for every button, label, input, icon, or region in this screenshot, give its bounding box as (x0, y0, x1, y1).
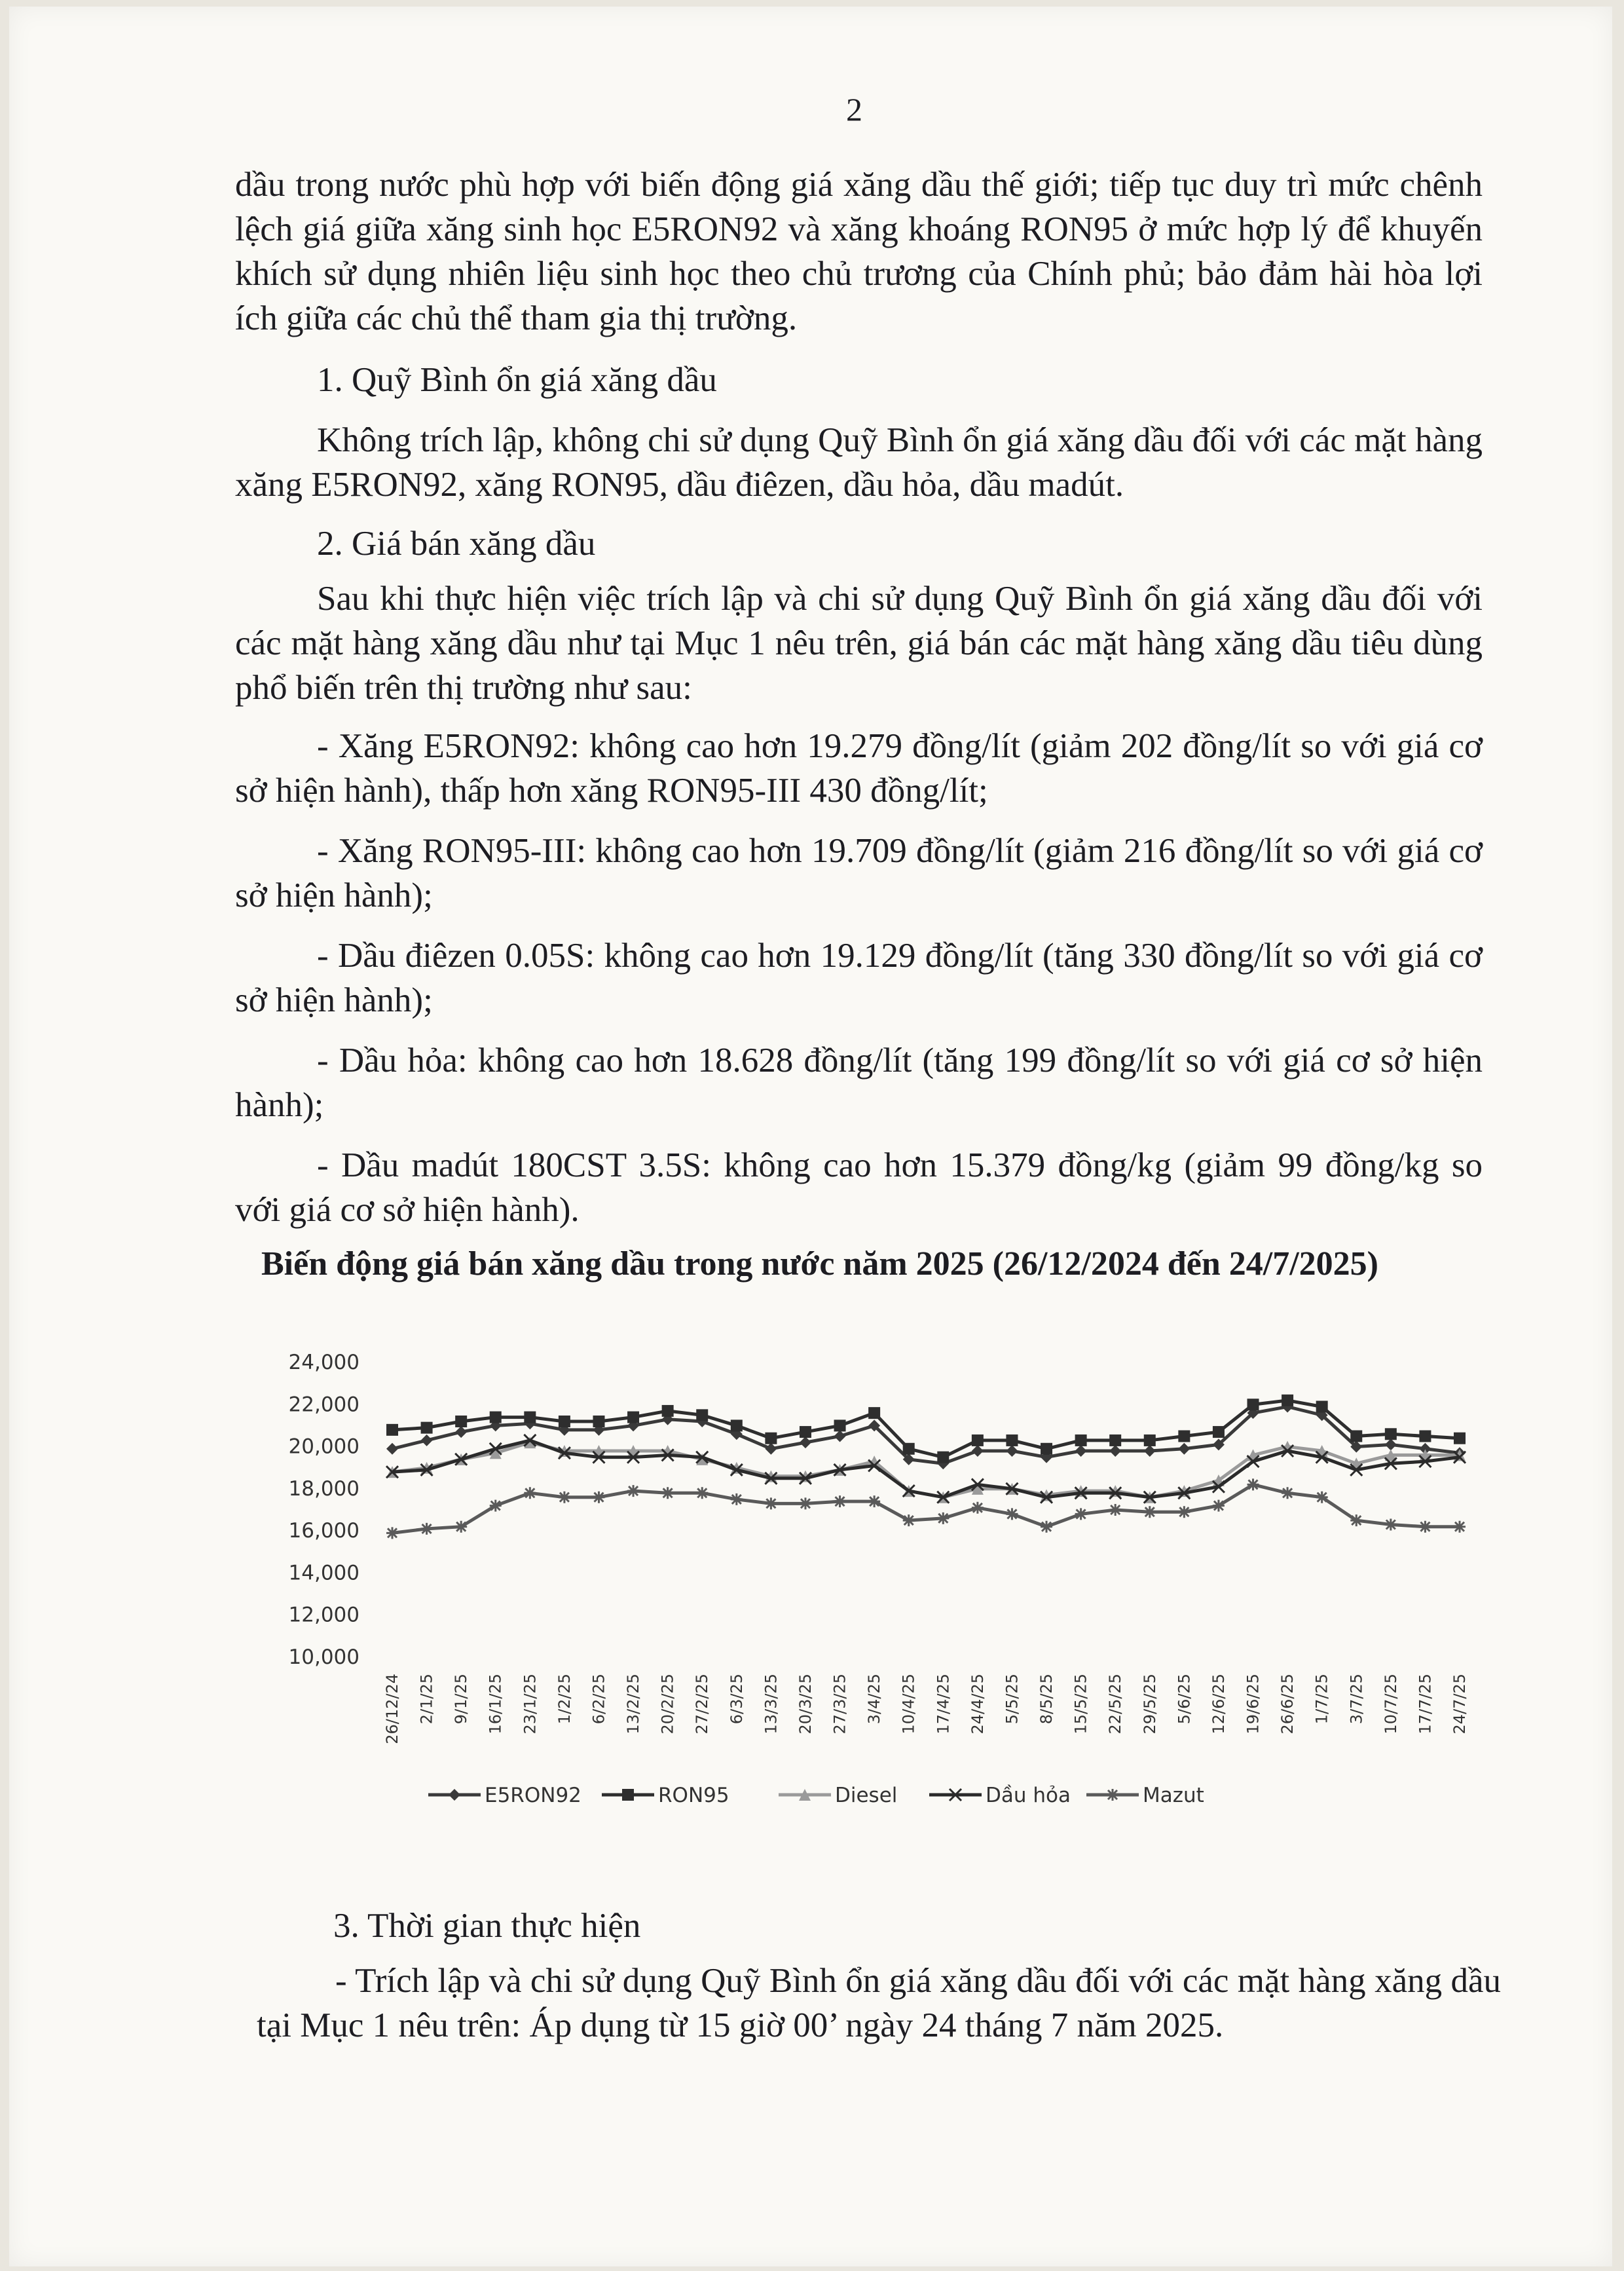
data-point (937, 1452, 949, 1463)
data-point (627, 1485, 639, 1497)
legend-label: E5RON92 (485, 1784, 581, 1807)
x-tick-label: 22/5/25 (1106, 1674, 1125, 1735)
data-point (1247, 1478, 1259, 1490)
x-tick-label: 3/4/25 (865, 1674, 884, 1725)
data-point (1041, 1521, 1052, 1533)
price-item-ron95: - Xăng RON95-III: không cao hơn 19.709 đồng/lít (giảm 216 đồng/lít so với giá cơ sở hiện hành); (235, 832, 1483, 914)
data-point (1454, 1433, 1466, 1444)
data-point (524, 1487, 536, 1499)
legend-item (602, 1784, 729, 1807)
x-tick-label: 27/3/25 (830, 1674, 849, 1735)
data-point (1385, 1428, 1397, 1440)
data-point (593, 1492, 604, 1503)
data-point (1006, 1445, 1018, 1457)
data-point (1213, 1426, 1225, 1438)
x-tick-label: 9/1/25 (452, 1674, 471, 1725)
x-tick-label: 26/6/25 (1278, 1674, 1297, 1735)
section-2-heading: 2. Giá bán xăng dầu (317, 525, 596, 563)
series-line (392, 1442, 1460, 1497)
data-point (834, 1431, 846, 1442)
section-3-heading: 3. Thời gian thực hiện (333, 1907, 641, 1945)
x-tick-label: 20/3/25 (796, 1674, 815, 1735)
data-point (1041, 1443, 1052, 1455)
x-tick-label: 23/1/25 (521, 1674, 540, 1735)
section-2-body: Sau khi thực hiện việc trích lập và chi sử dụng Quỹ Bình ổn giá xăng dầu đối với các mặt hàng xăng dầu như tại Mục 1 nêu trên, giá bán các mặt hàng xăng dầu tiêu dùng phổ biến trên thị trường như sau: (235, 580, 1483, 707)
y-tick-label: 18,000 (288, 1476, 360, 1501)
x-tick-label: 27/2/25 (693, 1674, 712, 1735)
data-point (1075, 1445, 1087, 1457)
data-point (696, 1409, 708, 1421)
data-point (421, 1523, 433, 1535)
x-tick-label: 2/1/25 (417, 1674, 436, 1725)
data-point (1213, 1500, 1225, 1512)
data-point (1144, 1506, 1156, 1518)
page-number: 2 (846, 91, 862, 128)
legend-item (929, 1784, 1071, 1807)
y-tick-label: 20,000 (288, 1435, 360, 1459)
data-point (1419, 1521, 1431, 1533)
data-point (765, 1443, 777, 1455)
price-item-kerosene: - Dầu hỏa: không cao hơn 18.628 đồng/lít (tăng 199 đồng/lít so với giá cơ sở hiện hành); (235, 1042, 1483, 1124)
data-point (937, 1512, 949, 1524)
data-point (1385, 1438, 1397, 1450)
data-point (1454, 1521, 1466, 1533)
data-point (1109, 1445, 1121, 1457)
data-point (1178, 1443, 1190, 1455)
x-tick-label: 1/7/25 (1312, 1674, 1331, 1725)
data-point (627, 1412, 639, 1423)
x-tick-label: 3/7/25 (1347, 1674, 1366, 1725)
data-point (972, 1445, 984, 1457)
data-point (1385, 1519, 1397, 1531)
section-1-heading: 1. Quỹ Bình ổn giá xăng dầu (317, 361, 717, 399)
data-point (662, 1487, 674, 1499)
data-point (903, 1514, 915, 1526)
data-point (1316, 1492, 1328, 1503)
y-tick-label: 14,000 (288, 1561, 360, 1585)
y-tick-label: 12,000 (288, 1603, 360, 1627)
series-mazut (386, 1478, 1466, 1539)
x-tick-label: 16/1/25 (486, 1674, 505, 1735)
data-point (1075, 1508, 1087, 1520)
data-point (1282, 1395, 1293, 1406)
data-point (1316, 1401, 1328, 1413)
x-tick-label: 17/7/25 (1416, 1674, 1435, 1735)
data-point (1350, 1431, 1362, 1442)
x-tick-label: 5/6/25 (1175, 1674, 1194, 1725)
legend-item (428, 1784, 581, 1807)
series-e5ron92 (386, 1401, 1466, 1470)
price-item-mazut: - Dầu madút 180CST 3.5S: không cao hơn 15.379 đồng/kg (giảm 99 đồng/kg so với giá cơ sở hiện hành). (235, 1146, 1483, 1229)
legend-marker (1107, 1789, 1118, 1801)
x-tick-label: 13/3/25 (762, 1674, 781, 1735)
x-tick-label: 10/7/25 (1381, 1674, 1400, 1735)
y-tick-label: 24,000 (288, 1351, 360, 1374)
data-point (386, 1443, 398, 1455)
data-point (972, 1502, 984, 1514)
data-point (1144, 1445, 1156, 1457)
x-tick-label: 5/5/25 (1003, 1674, 1022, 1725)
series-dầu-hỏa (386, 1435, 1466, 1503)
data-point (834, 1495, 846, 1507)
data-point (1419, 1431, 1431, 1442)
data-point (868, 1495, 880, 1507)
series-line (392, 1407, 1460, 1464)
legend-marker (449, 1789, 460, 1801)
section-1-body: Không trích lập, không chi sử dụng Quỹ Bình ổn giá xăng dầu đối với các mặt hàng xăng E5RON92, xăng RON95, dầu điêzen, dầu hỏa, dầu madút. (235, 421, 1483, 504)
x-tick-label: 24/7/25 (1450, 1674, 1469, 1735)
x-tick-label: 8/5/25 (1037, 1674, 1056, 1725)
data-point (731, 1419, 743, 1431)
legend-label: Diesel (835, 1784, 898, 1807)
series-line (392, 1484, 1460, 1533)
data-point (386, 1527, 398, 1539)
data-point (1178, 1506, 1190, 1518)
x-tick-label: 17/4/25 (934, 1674, 953, 1735)
data-point (490, 1412, 502, 1423)
legend-label: Mazut (1143, 1784, 1204, 1807)
x-tick-label: 1/2/25 (555, 1674, 574, 1725)
chart-title: Biến động giá bán xăng dầu trong nước năm 2025 (26/12/2024 đến 24/7/2025) (261, 1245, 1378, 1283)
data-point (1282, 1487, 1293, 1499)
data-point (1075, 1435, 1087, 1446)
y-tick-label: 10,000 (288, 1645, 360, 1669)
data-point (903, 1443, 915, 1455)
data-point (800, 1426, 811, 1438)
legend-item (1086, 1784, 1204, 1807)
data-point (593, 1416, 604, 1427)
data-point (524, 1412, 536, 1423)
data-point (868, 1407, 880, 1419)
x-tick-label: 13/2/25 (624, 1674, 643, 1735)
x-tick-label: 19/6/25 (1244, 1674, 1263, 1735)
y-tick-label: 16,000 (288, 1519, 360, 1543)
data-point (1006, 1435, 1018, 1446)
x-tick-label: 24/4/25 (968, 1674, 987, 1735)
price-item-e5ron92: - Xăng E5RON92: không cao hơn 19.279 đồng/lít (giảm 202 đồng/lít so với giá cơ sở hiện hành), thấp hơn xăng RON95-III 430 đồng/lít; (235, 727, 1483, 810)
intro-paragraph: dầu trong nước phù hợp với biến động giá xăng dầu thế giới; tiếp tục duy trì mức chênh lệch giá giữa xăng sinh học E5RON92 và xăng khoáng RON95 ở mức hợp lý để khuyến khích sử dụng nhiên liệu sinh học theo chủ trương của Chính phủ; bảo đảm hài hòa lợi ích giữa các chủ thể tham gia thị trường. (235, 166, 1483, 337)
section-3-body: - Trích lập và chi sử dụng Quỹ Bình ổn giá xăng dầu đối với các mặt hàng xăng dầu tại Mục 1 nêu trên: Áp dụng từ 15 giờ 00’ ngày 24 tháng 7 năm 2025. (257, 1962, 1501, 2044)
document-page (9, 7, 1612, 2266)
x-tick-label: 15/5/25 (1071, 1674, 1090, 1735)
data-point (559, 1492, 570, 1503)
data-point (662, 1405, 674, 1417)
data-point (1178, 1431, 1190, 1442)
data-point (455, 1426, 467, 1438)
x-tick-label: 6/3/25 (727, 1674, 746, 1725)
x-tick-label: 10/4/25 (899, 1674, 918, 1735)
price-chart (232, 1323, 1509, 1847)
price-item-diesel: - Dầu điêzen 0.05S: không cao hơn 19.129 đồng/lít (tăng 330 đồng/lít so với giá cơ sở hiện hành); (235, 937, 1483, 1019)
data-point (455, 1416, 467, 1427)
x-tick-label: 26/12/24 (383, 1674, 401, 1744)
data-point (421, 1435, 433, 1446)
y-tick-label: 22,000 (288, 1393, 360, 1417)
x-tick-label: 12/6/25 (1209, 1674, 1228, 1735)
data-point (421, 1422, 433, 1434)
legend-label: Dầu hỏa (986, 1784, 1071, 1807)
data-point (1144, 1435, 1156, 1446)
data-point (1109, 1435, 1121, 1446)
data-point (765, 1497, 777, 1509)
x-tick-label: 20/2/25 (658, 1674, 677, 1735)
data-point (696, 1487, 708, 1499)
data-point (731, 1493, 743, 1505)
data-point (800, 1497, 811, 1509)
data-point (490, 1500, 502, 1512)
data-point (1247, 1398, 1259, 1410)
x-tick-label: 6/2/25 (589, 1674, 608, 1725)
legend-marker (622, 1789, 634, 1801)
data-point (972, 1435, 984, 1446)
data-point (834, 1419, 846, 1431)
data-point (559, 1416, 570, 1427)
data-point (1109, 1504, 1121, 1516)
legend-label: RON95 (658, 1784, 729, 1807)
data-point (1006, 1508, 1018, 1520)
legend-item (779, 1784, 897, 1807)
data-point (455, 1521, 467, 1533)
data-point (765, 1433, 777, 1444)
data-point (386, 1424, 398, 1436)
x-tick-label: 29/5/25 (1140, 1674, 1159, 1735)
data-point (800, 1436, 811, 1448)
data-point (1350, 1514, 1362, 1526)
